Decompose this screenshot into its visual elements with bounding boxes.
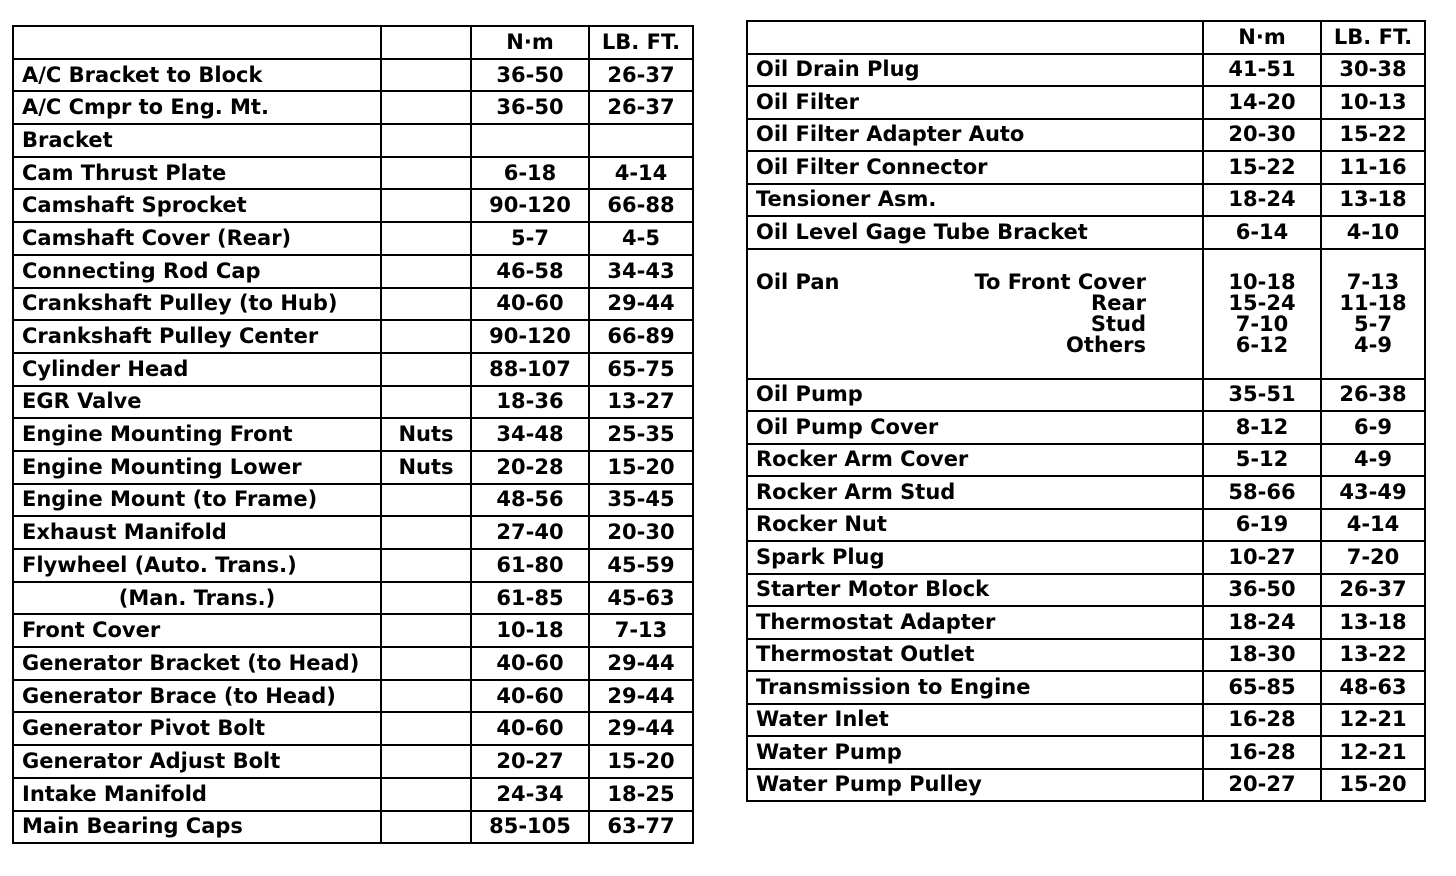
oil-pan-subrow [756, 290, 1194, 315]
torque-lbft: 12-21 [1321, 704, 1425, 737]
torque-lbft: 26-37 [589, 91, 693, 124]
component-name: Engine Mounting Front [13, 418, 381, 451]
component-name: Exhaust Manifold [13, 516, 381, 549]
table-row [13, 320, 693, 353]
table-row [747, 184, 1425, 217]
component-note [381, 320, 471, 353]
torque-lbft: 48-63 [1321, 671, 1425, 704]
torque-nm: 6-12 [1235, 332, 1289, 357]
component-note [381, 91, 471, 124]
header-blank [381, 26, 471, 59]
component-note [381, 614, 471, 647]
torque-lbft: 4-9 [1321, 444, 1425, 477]
oil-pan-nm-list [1208, 269, 1316, 357]
table-row [747, 216, 1425, 249]
torque-nm: 40-60 [471, 288, 589, 321]
table-row [13, 647, 693, 680]
torque-lbft: 65-75 [589, 353, 693, 386]
torque-nm: 15-24 [1228, 290, 1296, 315]
component-name: EGR Valve [13, 386, 381, 419]
table-row [13, 124, 693, 157]
torque-lbft: 34-43 [589, 255, 693, 288]
table-row [13, 288, 693, 321]
component-name: Cylinder Head [13, 353, 381, 386]
torque-lbft: 29-44 [589, 647, 693, 680]
table-row [13, 778, 693, 811]
torque-nm: 20-30 [1203, 119, 1321, 152]
oil-pan-sub-label: Stud [1090, 311, 1146, 336]
component-name: Cam Thrust Plate [13, 157, 381, 190]
torque-nm: 7-10 [1235, 311, 1289, 336]
oil-pan-name: Oil Pan [756, 269, 840, 294]
component-name: Engine Mounting Lower [13, 451, 381, 484]
torque-nm: 85-105 [471, 811, 589, 844]
component-note [381, 647, 471, 680]
torque-lbft [589, 124, 693, 157]
torque-table-right [746, 20, 1426, 802]
oil-pan-subrow [756, 269, 1194, 294]
component-note [381, 353, 471, 386]
torque-lbft: 4-10 [1321, 216, 1425, 249]
torque-nm: 20-28 [471, 451, 589, 484]
oil-pan-nm [1203, 249, 1321, 379]
torque-lbft: 43-49 [1321, 476, 1425, 509]
component-note [381, 680, 471, 713]
torque-lbft: 29-44 [589, 288, 693, 321]
torque-lbft: 25-35 [589, 418, 693, 451]
table-row [13, 353, 693, 386]
component-name: Generator Brace (to Head) [13, 680, 381, 713]
torque-lbft: 15-20 [589, 745, 693, 778]
torque-lbft: 45-63 [589, 582, 693, 615]
table-row [747, 509, 1425, 542]
component-name: Front Cover [13, 614, 381, 647]
component-name: Oil Filter [747, 86, 1203, 119]
torque-lbft: 29-44 [589, 712, 693, 745]
header-nm: N·m [1203, 21, 1321, 54]
component-note [381, 582, 471, 615]
table-row [13, 59, 693, 92]
table-row [747, 606, 1425, 639]
torque-lbft: 15-20 [589, 451, 693, 484]
torque-nm: 10-27 [1203, 541, 1321, 574]
torque-nm: 5-12 [1203, 444, 1321, 477]
component-name: Bracket [13, 124, 381, 157]
component-name: Oil Filter Connector [747, 151, 1203, 184]
torque-lbft: 7-13 [1346, 269, 1400, 294]
component-note [381, 124, 471, 157]
component-name: Transmission to Engine [747, 671, 1203, 704]
torque-nm: 36-50 [471, 59, 589, 92]
component-name: Tensioner Asm. [747, 184, 1203, 217]
component-name: Starter Motor Block [747, 574, 1203, 607]
torque-nm: 41-51 [1203, 54, 1321, 87]
component-name: Rocker Arm Cover [747, 444, 1203, 477]
component-name: Water Pump Pulley [747, 769, 1203, 802]
torque-nm: 90-120 [471, 320, 589, 353]
oil-pan-sub-label: Others [1066, 332, 1146, 357]
torque-nm: 35-51 [1203, 379, 1321, 412]
table-row [747, 704, 1425, 737]
component-note [381, 712, 471, 745]
torque-lbft: 7-20 [1321, 541, 1425, 574]
component-note: Nuts [381, 418, 471, 451]
torque-lbft: 4-5 [589, 222, 693, 255]
torque-nm: 18-30 [1203, 639, 1321, 672]
table-row [13, 418, 693, 451]
table-row [13, 582, 693, 615]
table-row [747, 379, 1425, 412]
component-name: Thermostat Adapter [747, 606, 1203, 639]
component-name: Connecting Rod Cap [13, 255, 381, 288]
table-row [13, 386, 693, 419]
torque-nm: 18-24 [1203, 184, 1321, 217]
table-row [747, 574, 1425, 607]
torque-lbft: 15-22 [1321, 119, 1425, 152]
torque-nm: 65-85 [1203, 671, 1321, 704]
torque-lbft: 13-18 [1321, 606, 1425, 639]
table-row [13, 614, 693, 647]
torque-lbft: 18-25 [589, 778, 693, 811]
torque-lbft: 20-30 [589, 516, 693, 549]
component-name: Oil Pump [747, 379, 1203, 412]
component-note [381, 288, 471, 321]
torque-lbft: 26-37 [1321, 574, 1425, 607]
table-row [13, 712, 693, 745]
torque-nm: 48-56 [471, 484, 589, 517]
torque-nm: 27-40 [471, 516, 589, 549]
torque-nm: 10-18 [471, 614, 589, 647]
table-row [13, 811, 693, 844]
component-name: A/C Bracket to Block [13, 59, 381, 92]
oil-pan-cell [747, 249, 1203, 379]
table-row [747, 86, 1425, 119]
torque-nm: 10-18 [1228, 269, 1296, 294]
torque-lbft: 15-20 [1321, 769, 1425, 802]
component-name: (Man. Trans.) [13, 582, 381, 615]
torque-nm: 8-12 [1203, 411, 1321, 444]
torque-nm: 88-107 [471, 353, 589, 386]
header-lbft: LB. FT. [1321, 21, 1425, 54]
component-note [381, 484, 471, 517]
torque-nm: 5-7 [471, 222, 589, 255]
table-row [747, 151, 1425, 184]
component-note [381, 778, 471, 811]
table-row [747, 541, 1425, 574]
torque-nm: 58-66 [1203, 476, 1321, 509]
component-note [381, 255, 471, 288]
torque-nm: 15-22 [1203, 151, 1321, 184]
torque-lbft: 10-13 [1321, 86, 1425, 119]
component-note [381, 59, 471, 92]
component-name: Crankshaft Pulley Center [13, 320, 381, 353]
component-name: Water Pump [747, 736, 1203, 769]
component-name: Flywheel (Auto. Trans.) [13, 549, 381, 582]
torque-nm: 20-27 [1203, 769, 1321, 802]
component-name: Engine Mount (to Frame) [13, 484, 381, 517]
torque-lbft: 26-37 [589, 59, 693, 92]
component-name: Camshaft Cover (Rear) [13, 222, 381, 255]
torque-nm: 61-80 [471, 549, 589, 582]
oil-pan-list [756, 269, 1194, 357]
oil-pan-sub-label: Rear [1091, 290, 1146, 315]
torque-nm: 6-18 [471, 157, 589, 190]
torque-lbft: 4-14 [1321, 509, 1425, 542]
component-name: Thermostat Outlet [747, 639, 1203, 672]
component-name: Generator Pivot Bolt [13, 712, 381, 745]
component-note [381, 222, 471, 255]
component-name: Camshaft Sprocket [13, 189, 381, 222]
table-row [13, 680, 693, 713]
torque-nm: 14-20 [1203, 86, 1321, 119]
torque-nm: 40-60 [471, 680, 589, 713]
component-note [381, 745, 471, 778]
torque-lbft: 66-89 [589, 320, 693, 353]
table-row [13, 745, 693, 778]
component-note [381, 549, 471, 582]
oil-pan-sub-label: To Front Cover [974, 269, 1146, 294]
torque-lbft: 13-22 [1321, 639, 1425, 672]
torque-nm: 6-14 [1203, 216, 1321, 249]
table-row [747, 119, 1425, 152]
component-note [381, 386, 471, 419]
component-note [381, 516, 471, 549]
component-name: Generator Bracket (to Head) [13, 647, 381, 680]
header-row [13, 26, 693, 59]
oil-pan-subrow [756, 332, 1194, 357]
component-name: Oil Level Gage Tube Bracket [747, 216, 1203, 249]
oil-pan-lbft [1321, 249, 1425, 379]
torque-lbft: 66-88 [589, 189, 693, 222]
component-name: Oil Pump Cover [747, 411, 1203, 444]
component-name: Rocker Nut [747, 509, 1203, 542]
oil-pan-lbft-list [1326, 269, 1420, 357]
header-nm: N·m [471, 26, 589, 59]
component-name: Rocker Arm Stud [747, 476, 1203, 509]
component-note [381, 157, 471, 190]
torque-nm: 36-50 [471, 91, 589, 124]
component-name: Water Inlet [747, 704, 1203, 737]
torque-lbft: 29-44 [589, 680, 693, 713]
torque-lbft: 13-18 [1321, 184, 1425, 217]
torque-nm: 20-27 [471, 745, 589, 778]
table-row [747, 476, 1425, 509]
component-note [381, 811, 471, 844]
oil-pan-row [747, 249, 1425, 379]
torque-nm: 18-36 [471, 386, 589, 419]
torque-lbft: 35-45 [589, 484, 693, 517]
table-row [13, 516, 693, 549]
component-note: Nuts [381, 451, 471, 484]
torque-nm: 16-28 [1203, 704, 1321, 737]
torque-lbft: 63-77 [589, 811, 693, 844]
torque-nm: 18-24 [1203, 606, 1321, 639]
table-row [13, 451, 693, 484]
table-row [13, 255, 693, 288]
torque-nm: 16-28 [1203, 736, 1321, 769]
component-name: A/C Cmpr to Eng. Mt. [13, 91, 381, 124]
torque-nm: 40-60 [471, 712, 589, 745]
torque-lbft: 6-9 [1321, 411, 1425, 444]
torque-lbft: 13-27 [589, 386, 693, 419]
torque-lbft: 26-38 [1321, 379, 1425, 412]
component-name: Generator Adjust Bolt [13, 745, 381, 778]
table-row [747, 736, 1425, 769]
torque-lbft: 4-14 [589, 157, 693, 190]
torque-lbft: 4-9 [1354, 332, 1392, 357]
table-row [747, 411, 1425, 444]
torque-table-left [12, 25, 694, 844]
torque-lbft: 7-13 [589, 614, 693, 647]
torque-nm: 34-48 [471, 418, 589, 451]
torque-nm: 40-60 [471, 647, 589, 680]
header-blank [13, 26, 381, 59]
torque-nm [471, 124, 589, 157]
table-row [747, 769, 1425, 802]
table-row [13, 91, 693, 124]
torque-nm: 6-19 [1203, 509, 1321, 542]
table-row [13, 549, 693, 582]
component-name: Oil Filter Adapter Auto [747, 119, 1203, 152]
header-lbft: LB. FT. [589, 26, 693, 59]
torque-lbft: 11-18 [1339, 290, 1407, 315]
table-row [13, 157, 693, 190]
oil-pan-subrow [756, 311, 1194, 336]
torque-nm: 46-58 [471, 255, 589, 288]
header-blank [747, 21, 1203, 54]
torque-nm: 36-50 [1203, 574, 1321, 607]
torque-lbft: 45-59 [589, 549, 693, 582]
table-row [747, 444, 1425, 477]
table-row [747, 671, 1425, 704]
torque-nm: 24-34 [471, 778, 589, 811]
header-row [747, 21, 1425, 54]
table-row [747, 639, 1425, 672]
component-note [381, 189, 471, 222]
component-name: Main Bearing Caps [13, 811, 381, 844]
torque-nm: 61-85 [471, 582, 589, 615]
table-row [13, 484, 693, 517]
torque-nm: 90-120 [471, 189, 589, 222]
torque-lbft: 11-16 [1321, 151, 1425, 184]
torque-lbft: 5-7 [1354, 311, 1392, 336]
table-row [747, 54, 1425, 87]
component-name: Intake Manifold [13, 778, 381, 811]
component-name: Oil Drain Plug [747, 54, 1203, 87]
table-row [13, 222, 693, 255]
torque-lbft: 12-21 [1321, 736, 1425, 769]
torque-lbft: 30-38 [1321, 54, 1425, 87]
component-name: Crankshaft Pulley (to Hub) [13, 288, 381, 321]
component-name: Spark Plug [747, 541, 1203, 574]
table-row [13, 189, 693, 222]
